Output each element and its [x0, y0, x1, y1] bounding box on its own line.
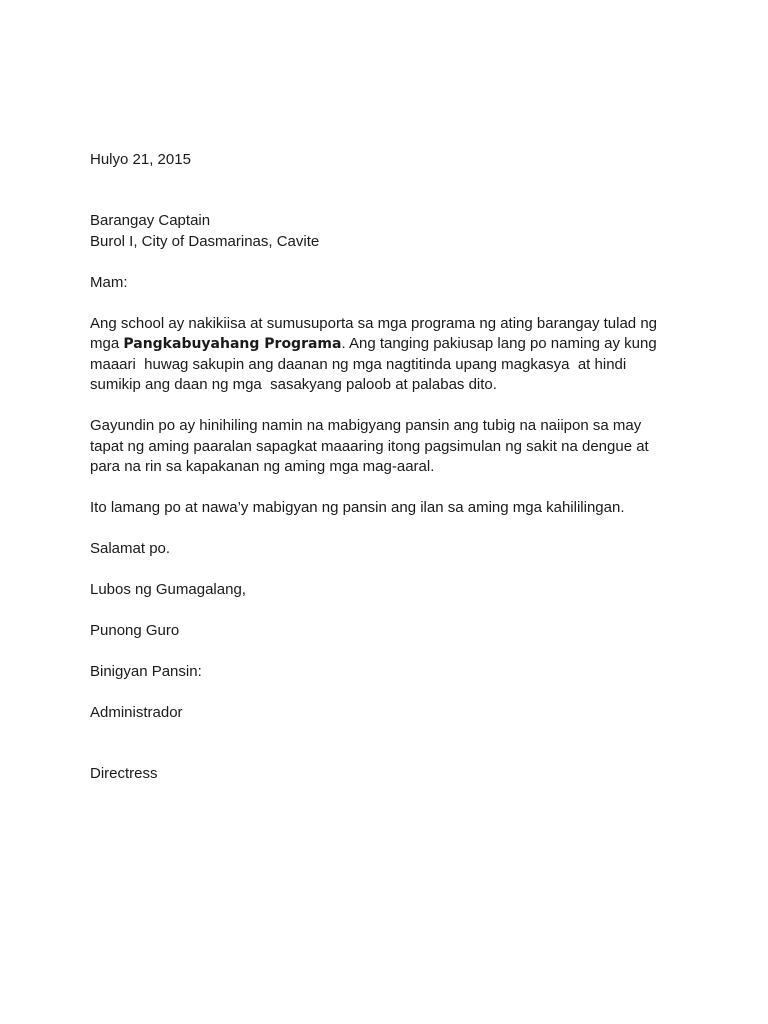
noted-by-directress: Directress — [90, 765, 158, 782]
salutation: Mam: — [90, 274, 128, 291]
paragraph-2-line-3: para na rin sa kapakanan ng aming mga mag-aaral. — [90, 458, 435, 475]
paragraph-1-line-2-prefix: mga — [90, 335, 124, 352]
paragraph-2-line-2: tapat ng aming paaralan sapagkat maaaring itong pagsimulan ng sakit na dengue at — [90, 438, 649, 455]
recipient-title: Barangay Captain — [90, 212, 211, 229]
program-name-bold: Pangkabuyahang Programa — [123, 336, 342, 352]
letter-date: Hulyo 21, 2015 — [90, 151, 191, 168]
paragraph-1-line-2-suffix: . Ang tanging pakiusap lang po naming ay kung — [341, 335, 657, 352]
paragraph-1-line-4: sumikip ang daan ng mga sasakyang paloob at palabas dito. — [90, 376, 497, 393]
closing-line: Lubos ng Gumagalang, — [90, 581, 246, 598]
signatory: Punong Guro — [90, 622, 180, 639]
noted-by-administrator: Administrador — [90, 704, 183, 721]
paragraph-1-line-1: Ang school ay nakikiisa at sumusuporta sa mga programa ng ating barangay tulad ng — [90, 315, 658, 332]
paragraph-1-line-2 — [90, 334, 657, 355]
paragraph-1-line-3: maaari huwag sakupin ang daanan ng mga nagtitinda upang magkasya at hindi — [90, 356, 627, 373]
paragraph-2-line-1: Gayundin po ay hinihiling namin na mabigyang pansin ang tubig na naiipon sa may — [90, 417, 642, 434]
noted-label: Binigyan Pansin: — [90, 663, 202, 680]
recipient-address: Burol I, City of Dasmarinas, Cavite — [90, 233, 320, 250]
paragraph-3: Ito lamang po at nawa’y mabigyan ng pansin ang ilan sa aming mga kahililingan. — [90, 499, 625, 516]
thanks-line: Salamat po. — [90, 540, 171, 557]
